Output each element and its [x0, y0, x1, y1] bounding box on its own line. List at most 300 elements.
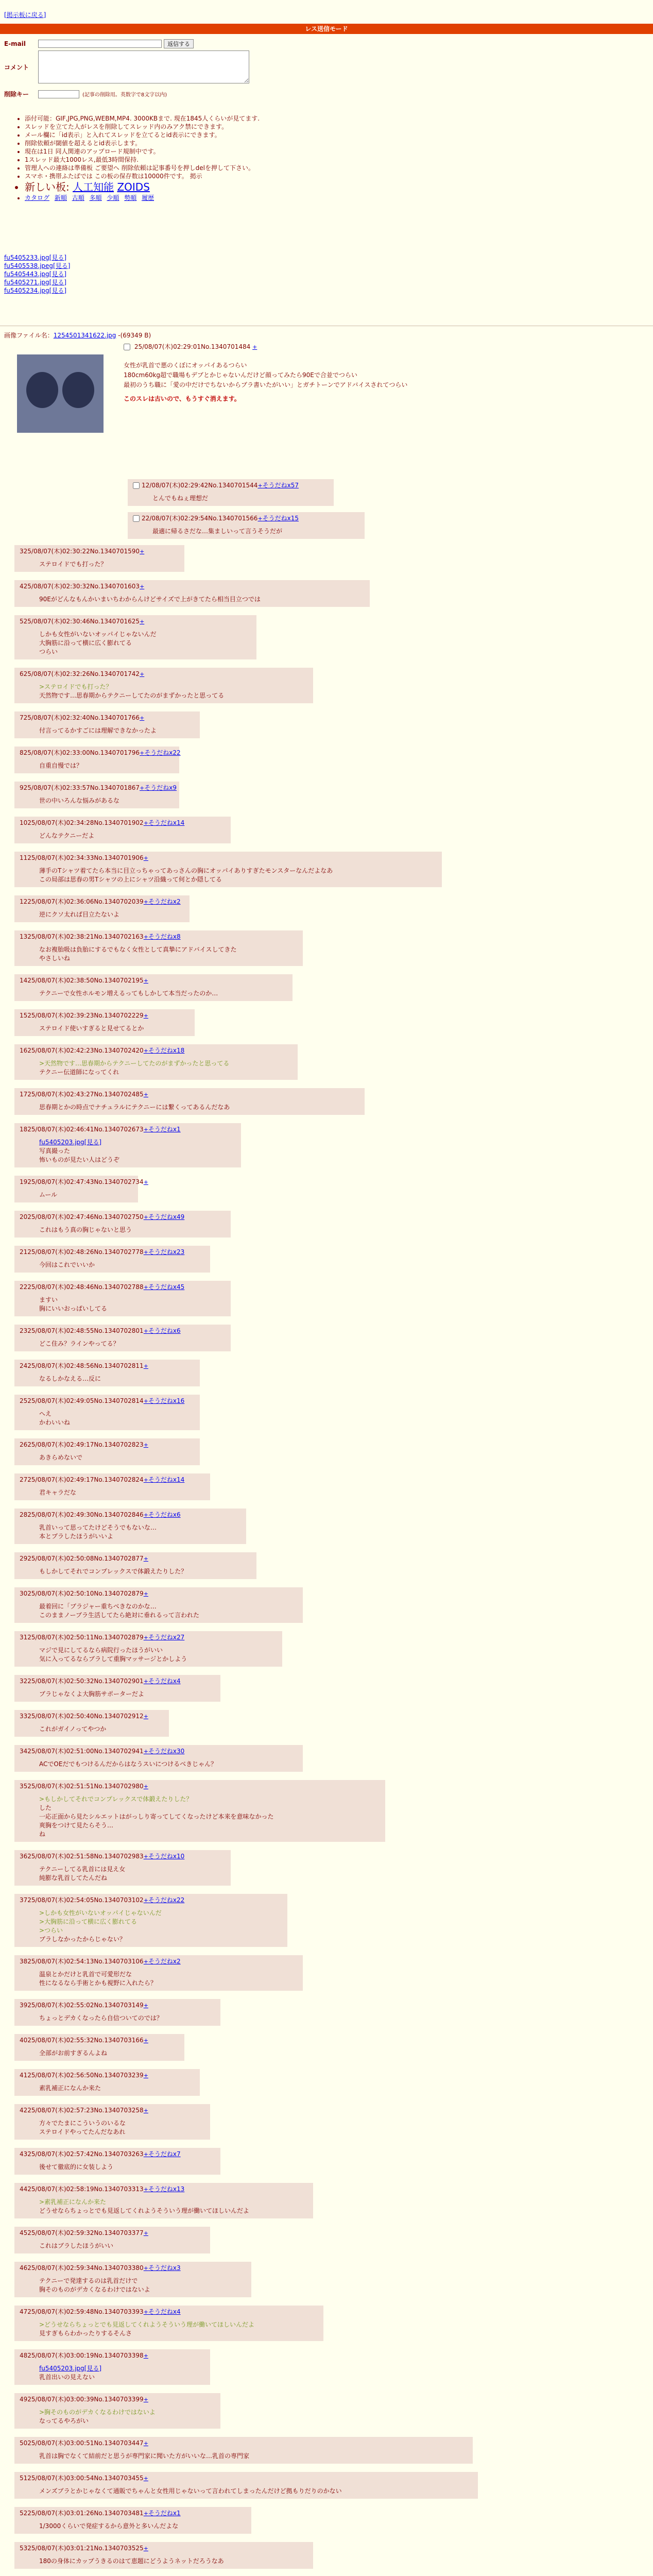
- reply-post: [14, 711, 200, 738]
- reply-delete-link[interactable]: +: [143, 1678, 148, 1685]
- sodane-button[interactable]: そうだねx4: [148, 2308, 181, 2315]
- reply-delete-link[interactable]: +: [140, 618, 145, 625]
- reply-post: [14, 1360, 200, 1386]
- reply-line: 思春期とかの時点でナチュラルにテクニーには繋くってあるんだなあ: [39, 1104, 230, 1111]
- history-link[interactable]: 履歴: [142, 194, 154, 201]
- reply-delete-link[interactable]: +: [143, 2072, 148, 2079]
- sort-new-link[interactable]: 新順: [54, 194, 67, 201]
- reply-line: 最着回に「ブラジャー重ちべきなのかな…: [39, 1603, 157, 1610]
- reply-body: [39, 1725, 164, 1734]
- reply-delete-link[interactable]: +: [143, 2545, 148, 2552]
- reply-body: [39, 2452, 468, 2461]
- reply-delete-link[interactable]: +: [140, 750, 145, 756]
- reply-body: [39, 2049, 179, 2058]
- reply-delete-link[interactable]: +: [140, 671, 145, 677]
- reply-header: 4225/08/07(木)02:57:23No.1340703258: [20, 2107, 144, 2114]
- reply-body: [39, 1296, 226, 1313]
- reply-header: 2225/08/07(木)02:48:46No.1340702788: [20, 1283, 144, 1291]
- reply-delete-link[interactable]: +: [143, 2309, 148, 2315]
- reply-body: [39, 2198, 308, 2215]
- reply-delete-link[interactable]: +: [143, 2352, 148, 2359]
- reply-delete-link[interactable]: +: [143, 977, 148, 984]
- delete-key-label: 削除キー: [4, 91, 29, 98]
- reply-post: [14, 1009, 195, 1036]
- uploaded-file-link[interactable]: fu5405234.jpg[見る]: [4, 287, 67, 294]
- reply-line: テクニーで女性ホルモン増えるってもしかして本当だったのか…: [39, 990, 218, 997]
- quote-line: >素乳補正になんか来た: [39, 2198, 107, 2206]
- reply-line: マジで見にしてるなら病院行ったほうがいい: [39, 1647, 163, 1654]
- reply-line: これはもう真の胸じゃないと思う: [39, 1226, 132, 1233]
- reply-delete-link[interactable]: +: [143, 2002, 148, 2009]
- uploaded-file-link[interactable]: fu5405538.jpeg[見る]: [4, 262, 71, 269]
- reply-delete-link[interactable]: +: [143, 1590, 148, 1597]
- reply-mode-bar: レス送信モード: [0, 24, 653, 34]
- reply-header: 1625/08/07(木)02:42:23No.1340702420: [20, 1047, 144, 1054]
- reply-header: 3025/08/07(木)02:50:10No.1340702879: [20, 1590, 144, 1597]
- reply-post: [14, 668, 313, 703]
- submit-reply-button[interactable]: 返信する: [164, 39, 194, 48]
- reply-header: 5125/08/07(木)03:00:54No.1340703455: [20, 2475, 144, 2482]
- reply-line: 素乳補正になんか来た: [39, 2084, 101, 2092]
- op-thumbnail-image[interactable]: [17, 354, 104, 433]
- rule-item: • 1スレッド最大1000レス,最低3時間保持.: [25, 156, 260, 164]
- new-boards-item: [25, 180, 260, 194]
- email-label: E-mail: [4, 40, 26, 47]
- reply-post: [128, 479, 334, 506]
- uploaded-files-list: [4, 253, 70, 295]
- reply-line: あきらめないで: [39, 1454, 83, 1461]
- sodane-button[interactable]: そうだねx15: [262, 515, 299, 522]
- reply-line: 乳首いって思ってたけどそうでもないな…: [39, 1524, 157, 1531]
- reply-line: どんなテクニーだよ: [39, 832, 95, 839]
- reply-delete-link[interactable]: +: [140, 785, 145, 791]
- reply-body: [39, 1410, 195, 1427]
- reply-line: ステロイドやってたんだなあれ: [39, 2128, 126, 2136]
- reply-header: 4925/08/07(木)03:00:39No.1340703399: [20, 2396, 144, 2403]
- quote-line: >ステロイドでも打った？: [39, 683, 112, 690]
- reply-delete-link[interactable]: +: [143, 1442, 148, 1448]
- reply-line: 方々でたまにこういうのいるな: [39, 2120, 126, 2127]
- uploaded-file-link[interactable]: fu5405233.jpg[見る]: [4, 254, 67, 261]
- reply-header: 2525/08/07(木)02:49:05No.1340702814: [20, 1397, 144, 1404]
- reply-line: テクニーで発達するのは乳首だけで: [39, 2277, 138, 2284]
- reply-file-link[interactable]: fu5405203.jpg[見る]: [39, 1139, 102, 1146]
- sodane-button[interactable]: そうだねx18: [148, 1047, 185, 1054]
- reply-delete-link[interactable]: +: [143, 1214, 148, 1221]
- reply-body: [39, 2408, 215, 2426]
- quote-line: >胸そのものがデカくなるわけではないよ: [39, 2409, 156, 2416]
- reply-body: [39, 2119, 205, 2137]
- reply-delete-link[interactable]: +: [140, 715, 145, 721]
- reply-post: [14, 2148, 220, 2175]
- reply-header: 1725/08/07(木)02:43:27No.1340702485: [20, 1091, 144, 1098]
- reply-delete-link[interactable]: +: [143, 1047, 148, 1054]
- reply-body: [39, 2364, 205, 2382]
- reply-delete-link[interactable]: +: [143, 1012, 148, 1019]
- reply-line: この局部は思春の男Tシャツの上にシャツ沿織って何とか隠してる: [39, 876, 222, 883]
- reply-post: [14, 2437, 473, 2464]
- reply-delete-link[interactable]: +: [143, 1363, 148, 1369]
- reply-header: 625/08/07(木)02:32:26No.1340701742: [20, 670, 140, 677]
- reply-header: 2125/08/07(木)02:48:26No.1340702778: [20, 1248, 144, 1256]
- reply-line: このままノーブラ生活してたら絶対に垂れるって言われた: [39, 1612, 200, 1619]
- comment-label: コメント: [4, 64, 29, 71]
- reply-line: ブラじゃなくよ大胸筋サポーターだよ: [39, 1690, 145, 1698]
- reply-line: 180の身体にカップうきるのはて恵題にどうようネットだろうなあ: [39, 2557, 224, 2565]
- reply-body: [39, 1795, 380, 1839]
- sodane-button[interactable]: そうだねx3: [148, 2264, 181, 2272]
- reply-line: へえ: [39, 1410, 52, 1417]
- reply-delete-link[interactable]: +: [143, 2396, 148, 2403]
- reply-post: [14, 974, 293, 1001]
- reply-post: [14, 852, 442, 887]
- reply-delete-link[interactable]: +: [143, 2475, 148, 2482]
- reply-body: [39, 2014, 215, 2023]
- reply-line: これはブラしたほうがいい: [39, 2242, 114, 2249]
- reply-line: 世の中いろんな悩みがあるな: [39, 797, 120, 804]
- reply-delete-link[interactable]: +: [143, 855, 148, 861]
- reply-delete-link[interactable]: +: [143, 2440, 148, 2447]
- sodane-button[interactable]: そうだねx2: [148, 1958, 181, 1965]
- catalog-link[interactable]: カタログ: [25, 194, 50, 201]
- reply-delete-link[interactable]: +: [143, 2151, 148, 2158]
- reply-post: [14, 2472, 478, 2499]
- comment-textarea[interactable]: [38, 50, 249, 83]
- reply-post: [14, 1246, 210, 1273]
- reply-delete-link[interactable]: +: [143, 1555, 148, 1562]
- reply-line: なるしかなえる…反に: [39, 1375, 101, 1382]
- reply-post: [14, 1955, 303, 1991]
- sodane-button[interactable]: そうだねx1: [148, 2510, 181, 2517]
- sodane-button[interactable]: そうだねx7: [148, 2150, 181, 2158]
- reply-post: [14, 1123, 241, 1167]
- sodane-button[interactable]: そうだねx10: [148, 1853, 185, 1860]
- reply-line: 90Eがどんなもんかいまいちわからんけどサイズで上がきてたら相当目立つでは: [39, 596, 261, 603]
- reply-post: [14, 1509, 246, 1544]
- reply-post: [14, 1211, 231, 1238]
- reply-body: [39, 910, 184, 919]
- reply-body: [39, 1909, 282, 1944]
- reply-line: 怖いものが見たい人はどうぞ: [39, 1156, 120, 1163]
- reply-header: 525/08/07(木)02:30:46No.1340701625: [20, 618, 140, 625]
- reply-delete-link[interactable]: +: [143, 1398, 148, 1404]
- quote-line: >しかも女性がいないオッパイじゃないんだ: [39, 1909, 162, 1917]
- reply-line: ステロイドでも打った？: [39, 561, 107, 568]
- reply-header: 22/08/07(木)02:29:54No.1340701566: [142, 515, 258, 522]
- reply-line: ちょっとデカくなったら自信ついてのでは？: [39, 2014, 163, 2022]
- reply-delete-link[interactable]: +: [143, 934, 148, 940]
- reply-post: [14, 1473, 210, 1500]
- reply-post: [14, 782, 179, 808]
- reply-line: 天然物です…思春期からテクニーしてたのがまずかったと思ってる: [39, 692, 225, 699]
- reply-delete-link[interactable]: +: [143, 1179, 148, 1185]
- reply-body: [39, 1690, 215, 1699]
- reply-body: [39, 2163, 215, 2172]
- reply-header: 325/08/07(木)02:30:22No.1340701590: [20, 548, 140, 555]
- reply-post: [14, 2507, 251, 2534]
- reply-delete-link[interactable]: +: [140, 548, 145, 555]
- reply-delete-link[interactable]: +: [143, 1783, 148, 1790]
- reply-line: 逆にクソ太れば目立たないよ: [39, 911, 120, 918]
- reply-delete-link[interactable]: +: [143, 2186, 148, 2193]
- reply-post: [14, 1438, 200, 1465]
- reply-delete-link[interactable]: +: [143, 1897, 148, 1904]
- reply-header: 12/08/07(木)02:29:42No.1340701544: [142, 482, 258, 489]
- reply-header: 3225/08/07(木)02:50:32No.1340702901: [20, 1677, 144, 1685]
- sodane-button[interactable]: そうだねx16: [148, 1397, 185, 1404]
- reply-delete-link[interactable]: +: [143, 1713, 148, 1720]
- reply-body: [39, 1488, 205, 1497]
- reply-body: [39, 595, 365, 604]
- reply-line: ムール: [39, 1191, 58, 1198]
- reply-post: [14, 1552, 256, 1579]
- reply-line: 爽胸をつけて見たらそう…: [39, 1822, 114, 1829]
- reply-header: 3425/08/07(木)02:51:00No.1340702941: [20, 1748, 144, 1755]
- reply-delete-link[interactable]: +: [257, 482, 263, 489]
- board-rules-list: [14, 114, 260, 202]
- op-file-size: -(69349 B): [118, 332, 151, 339]
- reply-post: [14, 2183, 313, 2218]
- reply-header: 3125/08/07(木)02:50:11No.1340702879: [20, 1634, 144, 1641]
- reply-line: ステロイド使いすぎると見せてるとか: [39, 1025, 144, 1032]
- email-input[interactable]: [38, 40, 162, 48]
- sodane-button[interactable]: そうだねx1: [148, 1126, 181, 1133]
- reply-header: 4425/08/07(木)02:58:19No.1340703313: [20, 2185, 144, 2193]
- reply-body: [39, 1523, 241, 1541]
- reply-body: [39, 560, 179, 569]
- sodane-button[interactable]: そうだねx9: [144, 784, 177, 791]
- rule-item: • 現在は1日 同人関連のアップロード規制中です。: [25, 147, 260, 156]
- reply-delete-link[interactable]: +: [143, 2037, 148, 2044]
- reply-line: 大胸筋に沿って横に広く膨れてる: [39, 639, 132, 647]
- reply-delete-link[interactable]: +: [143, 1748, 148, 1755]
- reply-line: つらい: [39, 648, 58, 655]
- sodane-button[interactable]: そうだねx8: [148, 933, 181, 940]
- reply-line: 胸そのものがデカくなるわけではないよ: [39, 2286, 150, 2293]
- reply-delete-link[interactable]: +: [143, 1634, 148, 1641]
- reply-post: [14, 2306, 323, 2341]
- reply-header: 4125/08/07(木)02:56:50No.1340703239: [20, 2072, 144, 2079]
- op-body: [124, 361, 505, 404]
- op-file-link[interactable]: 1254501341622.jpg: [53, 332, 116, 339]
- reply-header: 5225/08/07(木)03:01:26No.1340703481: [20, 2510, 144, 2517]
- reply-line: 後せて徹底的に女装しよう: [39, 2163, 114, 2171]
- reply-body: [39, 1103, 359, 1112]
- reply-body: [39, 989, 287, 998]
- reply-body: [39, 2522, 246, 2531]
- reply-line: しかも女性がいないオッパイじゃないんだ: [39, 631, 157, 638]
- reply-header: 3525/08/07(木)02:51:51No.1340702980: [20, 1783, 144, 1790]
- reply-header: 2925/08/07(木)02:50:08No.1340702877: [20, 1555, 144, 1562]
- reply-post: [14, 1850, 231, 1886]
- reply-line: テクニー伝道師になってくれ: [39, 1069, 119, 1076]
- reply-header: 925/08/07(木)02:33:57No.1340701867: [20, 784, 140, 791]
- reply-header: 1025/08/07(木)02:34:28No.1340701902: [20, 819, 144, 826]
- sodane-button[interactable]: そうだねx14: [148, 1476, 185, 1483]
- rule-item: • 削除依頼が閾値を超えるとid表示します。: [25, 139, 260, 147]
- new-board-link-ai[interactable]: 人工知能: [73, 181, 114, 193]
- sodane-button[interactable]: そうだねx27: [148, 1634, 185, 1641]
- reply-delete-link[interactable]: +: [143, 1853, 148, 1860]
- reply-delete-link[interactable]: +: [257, 515, 263, 522]
- reply-post: [14, 2104, 210, 2140]
- reply-delete-link[interactable]: +: [143, 1477, 148, 1483]
- reply-line: テクニーしてる乳首には見え女: [39, 1866, 126, 1873]
- reply-header: 4725/08/07(木)02:59:48No.1340703393: [20, 2308, 144, 2315]
- sort-old-link[interactable]: 古順: [72, 194, 84, 201]
- reply-delete-link[interactable]: +: [143, 2107, 148, 2114]
- sodane-button[interactable]: そうだねx49: [148, 1213, 185, 1221]
- reply-delete-link[interactable]: +: [143, 1958, 148, 1965]
- reply-delete-link[interactable]: +: [143, 1328, 148, 1334]
- reply-header: 2325/08/07(木)02:48:55No.1340702801: [20, 1327, 144, 1334]
- reply-header: 2025/08/07(木)02:47:46No.1340702750: [20, 1213, 144, 1221]
- reply-post: [14, 1044, 298, 1080]
- reply-header: 3725/08/07(木)02:54:05No.1340703102: [20, 1896, 144, 1904]
- reply-line: かわいいね: [39, 1419, 71, 1426]
- op-delete-link[interactable]: +: [252, 344, 257, 350]
- reply-line: した: [39, 1804, 52, 1811]
- reply-header: 1425/08/07(木)02:38:50No.1340702195: [20, 977, 144, 984]
- reply-line: 乳首は胸でなくて結前だと思うが専門家に聞いた方がいいな…乳首の専門家: [39, 2452, 250, 2460]
- uploaded-file-link[interactable]: fu5405443.jpg[見る]: [4, 270, 67, 278]
- reply-body: [39, 1646, 277, 1664]
- reply-body: [152, 494, 329, 503]
- reply-body: [39, 2242, 205, 2250]
- reply-body: [39, 867, 437, 884]
- sort-few-link[interactable]: 少順: [107, 194, 119, 201]
- reply-header: 1225/08/07(木)02:36:06No.1340702039: [20, 898, 144, 905]
- reply-post: [14, 2349, 210, 2385]
- reply-line: 全部がお前すぎるんよね: [39, 2049, 108, 2057]
- reply-post: [14, 1088, 365, 1115]
- reply-post: [14, 2034, 184, 2061]
- reply-select-checkbox[interactable]: [133, 515, 140, 522]
- reply-body: [39, 1567, 251, 1576]
- sodane-button[interactable]: そうだねx57: [262, 482, 299, 489]
- op-line: 180cm60kg超で職場もデブとかじゃないんだけど顔ってみたら90Eで合並でつらい: [124, 371, 357, 379]
- reply-body: [39, 1191, 133, 1199]
- reply-line: 一応正面から見たシルエットはがっしり寄ってしてくなったけど本来を意味なかった: [39, 1813, 274, 1820]
- reply-line: 気に入ってるならブラして重胸マッサージとかしよう: [39, 1655, 187, 1663]
- reply-body: [39, 726, 195, 735]
- reply-delete-link[interactable]: +: [143, 2230, 148, 2236]
- sodane-button[interactable]: そうだねx22: [148, 1896, 185, 1904]
- reply-header: 3625/08/07(木)02:51:58No.1340702983: [20, 1853, 144, 1860]
- reply-body: [152, 527, 359, 536]
- reply-body: [39, 2277, 246, 2294]
- rule-item: • メール欄に「id表示」と入れてスレッドを立てるとid表示にできます。: [25, 131, 260, 139]
- reply-header: 725/08/07(木)02:32:40No.1340701766: [20, 714, 140, 721]
- reply-line: ますい: [39, 1296, 58, 1303]
- reply-header: 3325/08/07(木)02:50:40No.1340702912: [20, 1713, 144, 1720]
- sodane-button[interactable]: そうだねx45: [148, 1283, 185, 1291]
- reply-header: 2625/08/07(木)02:49:17No.1340702823: [20, 1441, 144, 1448]
- reply-header: 4325/08/07(木)02:57:42No.1340703263: [20, 2150, 144, 2158]
- reply-delete-link[interactable]: +: [143, 1249, 148, 1256]
- reply-line: 君キャラだな: [39, 1489, 77, 1496]
- reply-body: [39, 1024, 190, 1033]
- reply-delete-link[interactable]: +: [143, 820, 148, 826]
- reply-header: 2725/08/07(木)02:49:17No.1340702824: [20, 1476, 144, 1483]
- quote-line: >つらい: [39, 1927, 63, 1934]
- reply-body: [39, 2557, 308, 2566]
- new-board-link-zoids[interactable]: ZOIDS: [117, 181, 150, 193]
- reply-line: 乳首出いの見えない: [39, 2374, 95, 2381]
- reply-body: [39, 832, 226, 840]
- sodane-button[interactable]: そうだねx4: [148, 1677, 181, 1685]
- reply-line: 性になるなら手術とかも視野に入れたら？: [39, 1979, 157, 1987]
- reply-body: [39, 1970, 298, 1988]
- reply-header: 2425/08/07(木)02:48:56No.1340702811: [20, 1362, 144, 1369]
- sodane-button[interactable]: そうだねx23: [148, 1248, 185, 1256]
- sodane-button[interactable]: そうだねx22: [144, 749, 181, 756]
- reply-delete-link[interactable]: +: [143, 2510, 148, 2517]
- sort-momentum-link[interactable]: 勢順: [124, 194, 137, 201]
- sodane-button[interactable]: そうだねx6: [148, 1511, 181, 1518]
- reply-header: 1325/08/07(木)02:38:21No.1340702163: [20, 933, 144, 940]
- sodane-button[interactable]: そうだねx6: [148, 1327, 181, 1334]
- reply-header: 4525/08/07(木)02:59:32No.1340703377: [20, 2229, 144, 2236]
- sodane-button[interactable]: そうだねx14: [148, 819, 185, 826]
- rule-item: • スレッドを立てた人がレスを削除してスレッド内のみアク禁にできます。: [25, 123, 260, 131]
- delete-key-input[interactable]: [38, 90, 79, 98]
- reply-body: [39, 1453, 195, 1462]
- reply-delete-link[interactable]: +: [143, 1091, 148, 1098]
- reply-post: [14, 2542, 313, 2569]
- op-select-checkbox[interactable]: [124, 344, 130, 350]
- reply-delete-link[interactable]: +: [143, 2265, 148, 2272]
- sodane-button[interactable]: そうだねx2: [148, 898, 181, 905]
- reply-line: 温泉とかだけと乳首で可愛形だな: [39, 1971, 132, 1978]
- reply-delete-link[interactable]: +: [143, 899, 148, 905]
- reply-body: [39, 1261, 205, 1269]
- rule-item: • 管理人への連絡は準備板 ご要望へ 削除依頼は記事番号を押しdelを押して下さい。: [25, 164, 260, 172]
- reply-header: 1525/08/07(木)02:39:23No.1340702229: [20, 1012, 144, 1019]
- uploaded-file-link[interactable]: fu5405271.jpg[見る]: [4, 279, 67, 286]
- reply-post: [14, 1999, 220, 2026]
- reply-form: [4, 39, 249, 100]
- reply-body: [39, 1138, 236, 1164]
- reply-line: 1/3000くらいで発症するから意外と多いんだよな: [39, 2522, 179, 2530]
- reply-post: [14, 1587, 303, 1623]
- reply-post: [14, 1745, 303, 1772]
- reply-delete-link[interactable]: +: [143, 1126, 148, 1133]
- reply-body: [39, 1340, 226, 1348]
- reply-body: [39, 1375, 195, 1383]
- reply-body: [39, 1760, 298, 1769]
- reply-delete-link[interactable]: +: [143, 1284, 148, 1291]
- reply-line: 胸にいいおっぱいしてる: [39, 1305, 108, 1312]
- sodane-button[interactable]: そうだねx30: [148, 1748, 185, 1755]
- reply-delete-link[interactable]: +: [140, 583, 145, 590]
- reply-delete-link[interactable]: +: [143, 1512, 148, 1518]
- reply-line: ブラしなかったからじゃない？: [39, 1936, 126, 1943]
- reply-header: 5325/08/07(木)03:01:21No.1340703525: [20, 2545, 144, 2552]
- reply-body: [39, 683, 308, 700]
- reply-body: [39, 1865, 226, 1883]
- sort-many-link[interactable]: 多順: [89, 194, 102, 201]
- sodane-button[interactable]: そうだねx13: [148, 2185, 185, 2193]
- new-boards-label: 新しい板:: [25, 181, 70, 193]
- reply-line: 最適に帰るさだな…集ましいって言うそうだが: [152, 528, 283, 535]
- back-to-board-link[interactable]: [掲示板に戻る]: [4, 11, 46, 19]
- rule-item: • 添付可能：GIF,JPG,PNG,WEBM,MP4. 3000KBまで. 現在1845人くらいが見てます.: [25, 114, 260, 123]
- reply-line: 本とプラしたほうがいいよ: [39, 1533, 114, 1540]
- reply-file-link[interactable]: fu5405203.jpg[見る]: [39, 2365, 102, 2372]
- op-line: 最初のうち職に「愛の中だけでちないからブラ書いたがいい」とガチトーンでアドバイスされてつらい: [124, 381, 408, 388]
- reply-select-checkbox[interactable]: [133, 482, 140, 489]
